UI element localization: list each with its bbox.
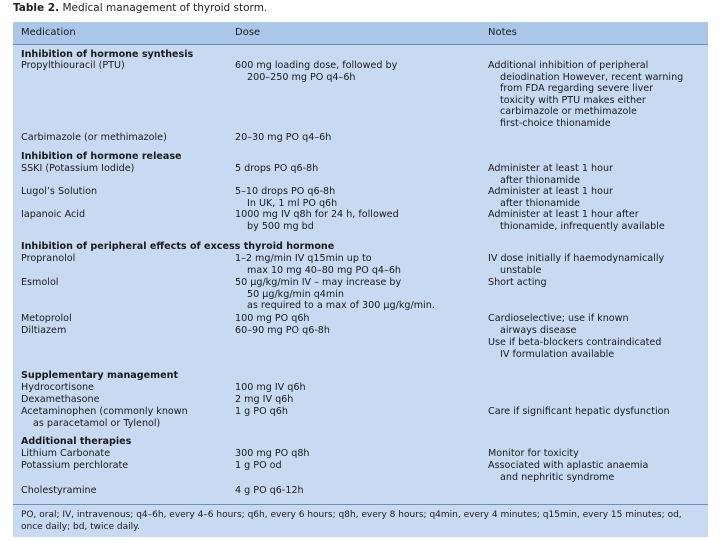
table-cell-medication: Lithium Carbonate — [21, 448, 111, 459]
table-cell-dose: 100 mg IV q6h — [235, 382, 306, 393]
abbreviations-footnote: PO, oral; IV, intravenous; q4–6h, every 4–6 hours; q6h, every 6 hours; q8h, every 8 hours; q4min, every 4 minutes; q15min, every 15 minutes; od, once daily; bd, twice daily. — [21, 510, 682, 532]
table-cell-medication: Dexamethasone — [21, 394, 100, 405]
note-line: Cardioselective; use if known — [488, 313, 629, 324]
dose-line: 50 μg/kg/min q4min — [247, 288, 344, 300]
table-cell-medication: Lugol’s Solution — [21, 186, 98, 197]
note-line: and nephritic syndrome — [500, 471, 615, 483]
table-body — [13, 45, 708, 515]
note-line: toxicity with PTU makes either — [500, 94, 646, 106]
note-line: IV dose initially if haemodynamically — [488, 253, 665, 264]
table-cell-dose: 100 mg PO q6h — [235, 313, 310, 324]
section-heading: Inhibition of peripheral effects of excess thyroid hormone — [21, 241, 335, 252]
table-cell-dose: 4 g PO q6-12h — [235, 485, 304, 496]
dose-line: max 10 mg 40–80 mg PO q4–6h — [247, 264, 402, 276]
section-heading: Inhibition of hormone release — [21, 151, 182, 162]
table-cell-medication: Propylthiouracil (PTU) — [21, 60, 125, 71]
table-cell-notes: Short acting — [488, 277, 547, 288]
table-cell-medication: Iapanoic Acid — [21, 209, 86, 220]
header-medication: Medication — [21, 27, 76, 38]
table-cell-dose: 1 g PO q6h — [235, 406, 288, 417]
note-line: airways disease — [500, 324, 577, 336]
table-cell-notes — [488, 337, 661, 360]
dose-line: 50 μg/kg/min IV – may increase by — [235, 277, 402, 288]
dose-line: 600 mg loading dose, followed by — [235, 60, 398, 71]
table-cell-notes — [488, 253, 664, 276]
dose-line: 200–250 mg PO q4–6h — [247, 71, 356, 83]
note-line: after thionamide — [500, 174, 581, 186]
note-line: IV formulation available — [500, 348, 615, 360]
table-cell-notes — [488, 209, 665, 232]
table-cell-notes — [488, 460, 648, 483]
note-line: Administer at least 1 hour — [488, 163, 613, 174]
note-line: deiodination However, recent warning — [500, 71, 684, 83]
note-line: Administer at least 1 hour — [488, 186, 613, 197]
table-cell-dose: 5 drops PO q6-8h — [235, 163, 319, 174]
table-cell-notes — [488, 60, 683, 129]
note-line: first-choice thionamide — [500, 117, 611, 129]
dose-line: 1000 mg IV q8h for 24 h, followed — [235, 209, 399, 220]
note-line: from FDA regarding severe liver — [500, 83, 654, 94]
table-cell-dose: 1 g PO od — [235, 460, 282, 471]
note-line: unstable — [500, 264, 542, 276]
table-cell-dose — [235, 277, 435, 312]
header-notes: Notes — [488, 27, 517, 38]
section-heading: Supplementary management — [21, 370, 179, 381]
note-line: Additional inhibition of peripheral — [488, 60, 649, 71]
table-cell-dose: 300 mg PO q8h — [235, 448, 310, 459]
table-cell-dose: 60–90 mg PO q6-8h — [235, 325, 330, 336]
note-line: carbimazole or methimazole — [500, 106, 637, 117]
section-heading: Additional therapies — [21, 436, 132, 447]
table-cell-dose: 20–30 mg PO q4–6h — [235, 132, 332, 143]
header-dose: Dose — [235, 27, 261, 38]
table-cell-medication: SSKI (Potassium Iodide) — [21, 163, 135, 174]
table-cell-medication: Diltiazem — [21, 325, 67, 336]
dose-line: 1–2 mg/min IV q15min up to — [235, 253, 372, 264]
medication-table — [13, 22, 708, 536]
note-line: thionamide, infrequently available — [500, 220, 665, 232]
table-cell-medication: Metoprolol — [21, 313, 72, 324]
table-cell-medication: Potassium perchlorate — [21, 460, 129, 471]
note-line: Associated with aplastic anaemia — [488, 460, 649, 471]
table-cell-medication: Hydrocortisone — [21, 382, 94, 393]
table-cell-notes — [488, 163, 613, 186]
note-line: Administer at least 1 hour after — [488, 209, 639, 220]
dose-line: In UK, 1 ml PO q6h — [247, 197, 338, 209]
table-cell-dose — [235, 186, 337, 209]
dose-line: as required to a max of 300 μg/kg/min. — [247, 300, 435, 311]
table-cell-medication: Cholestyramine — [21, 485, 97, 496]
table-cell-medication — [21, 406, 188, 429]
table-cell-dose — [235, 253, 401, 276]
table-cell-notes: Care if significant hepatic dysfunction — [488, 406, 670, 417]
dose-line: by 500 mg bd — [247, 220, 314, 232]
table-cell-dose — [235, 209, 399, 232]
table-label: Table 2. — [13, 2, 60, 14]
table-header — [13, 22, 708, 45]
table-footnote — [13, 504, 708, 537]
table-cell-notes — [488, 313, 629, 336]
table-cell-medication: Propranolol — [21, 253, 76, 264]
table-cell-medication: Esmolol — [21, 277, 59, 288]
table-caption — [13, 2, 267, 14]
table-cell-dose: 2 mg IV q6h — [235, 394, 294, 405]
table-cell-notes — [488, 186, 613, 209]
section-heading: Inhibition of hormone synthesis — [21, 49, 194, 60]
table-cell-notes: Monitor for toxicity — [488, 448, 579, 459]
note-line: Use if beta-blockers contraindicated — [488, 337, 662, 348]
table-cell-medication: Carbimazole (or methimazole) — [21, 132, 167, 143]
table-cell-dose — [235, 60, 397, 83]
table-title: Medical management of thyroid storm. — [62, 2, 268, 14]
med-line: Acetaminophen (commonly known — [21, 406, 188, 417]
med-line: as paracetamol or Tylenol) — [33, 417, 161, 429]
note-line: after thionamide — [500, 197, 581, 209]
dose-line: 5–10 drops PO q6-8h — [235, 186, 336, 197]
